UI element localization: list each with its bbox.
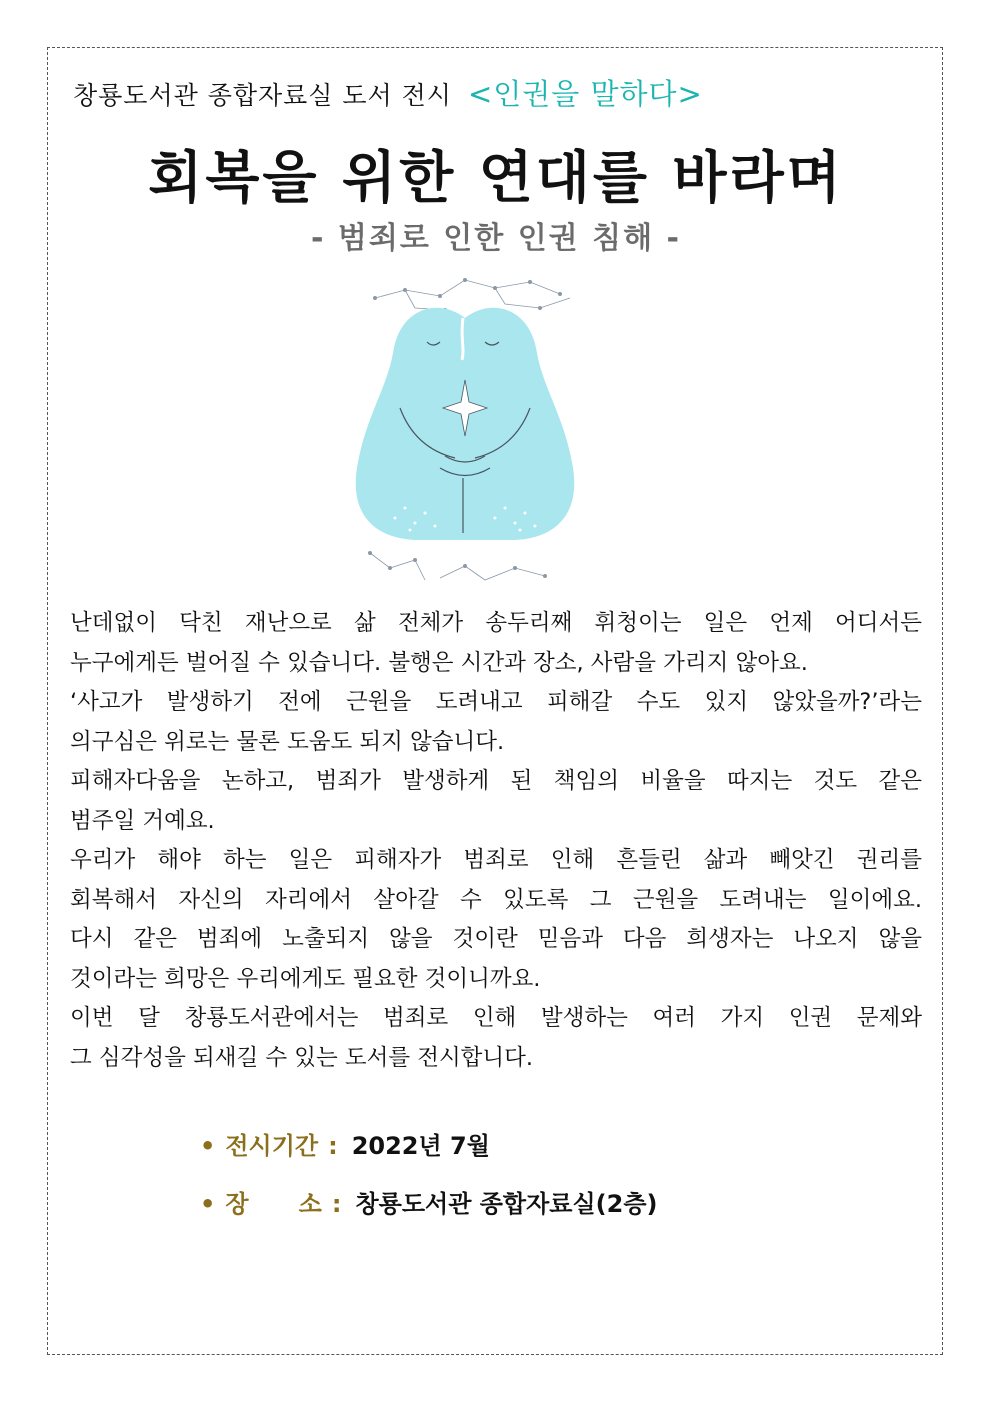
constellation-bottom-icon bbox=[370, 553, 545, 580]
body-line: 범주일 거예요. bbox=[70, 807, 215, 834]
constellation-top-icon bbox=[375, 280, 570, 310]
body-line: 난데없이 닥친 재난으로 삶 전체가 송두리째 휘청이는 일은 언제 어디서든 bbox=[70, 610, 922, 636]
header-line bbox=[73, 72, 703, 113]
bullet: • bbox=[200, 1190, 216, 1218]
page-title: 회복을 위한 연대를 바라며 bbox=[148, 146, 844, 211]
embracing-figures-icon bbox=[345, 268, 585, 588]
place-value: 창룡도서관 종합자료실(2층) bbox=[355, 1190, 658, 1218]
period-value: 2022년 7월 bbox=[351, 1132, 490, 1160]
page-subtitle: - 범죄로 인한 인권 침해 - bbox=[311, 221, 681, 256]
exhibition-period-row: • 전시기간 : 2022년 7월 bbox=[200, 1126, 490, 1161]
body-line: ‘사고가 발생하기 전에 근원을 도려내고 피해갈 수도 있지 않았을까?’라는 bbox=[70, 689, 922, 715]
body-line: 이번 달 창룡도서관에서는 범죄로 인해 발생하는 여러 가지 인권 문제와 bbox=[70, 1005, 922, 1031]
period-label: 전시기간 bbox=[225, 1132, 319, 1160]
body-line: 회복해서 자신의 자리에서 살아갈 수 있도록 그 근원을 도려내는 일이에요. bbox=[70, 886, 922, 913]
body-line: 그 심각성을 되새길 수 있는 도서를 전시합니다. bbox=[70, 1044, 534, 1071]
figure-right-body bbox=[465, 308, 574, 540]
body-line: 누구에게든 벌어질 수 있습니다. 불행은 시간과 장소, 사람을 가리지 않아요. bbox=[70, 649, 808, 676]
body-line: 피해자다움을 논하고, 범죄가 발생하게 된 책임의 비율을 따지는 것도 같은 bbox=[70, 768, 922, 794]
figure-left-body bbox=[356, 308, 465, 540]
exhibition-place-row: • 장 소 : 창룡도서관 종합자료실(2층) bbox=[200, 1184, 657, 1219]
body-line: 것이라는 희망은 우리에게도 필요한 것이니까요. bbox=[70, 965, 541, 992]
bullet: • bbox=[200, 1132, 216, 1160]
body-line: 의구심은 위로는 물론 도움도 되지 않습니다. bbox=[70, 728, 505, 755]
series-title: <인권을 말하다> bbox=[467, 77, 703, 111]
place-label: 장 소 bbox=[225, 1190, 322, 1218]
library-line: 창룡도서관 종합자료실 도서 전시 bbox=[73, 81, 452, 110]
body-text bbox=[70, 604, 922, 1078]
body-line: 우리가 해야 하는 일은 피해자가 범죄로 인해 흔들린 삶과 빼앗긴 권리를 bbox=[70, 847, 922, 873]
body-line: 다시 같은 범죄에 노출되지 않을 것이란 믿음과 다음 희생자는 나오지 않을 bbox=[70, 926, 922, 952]
